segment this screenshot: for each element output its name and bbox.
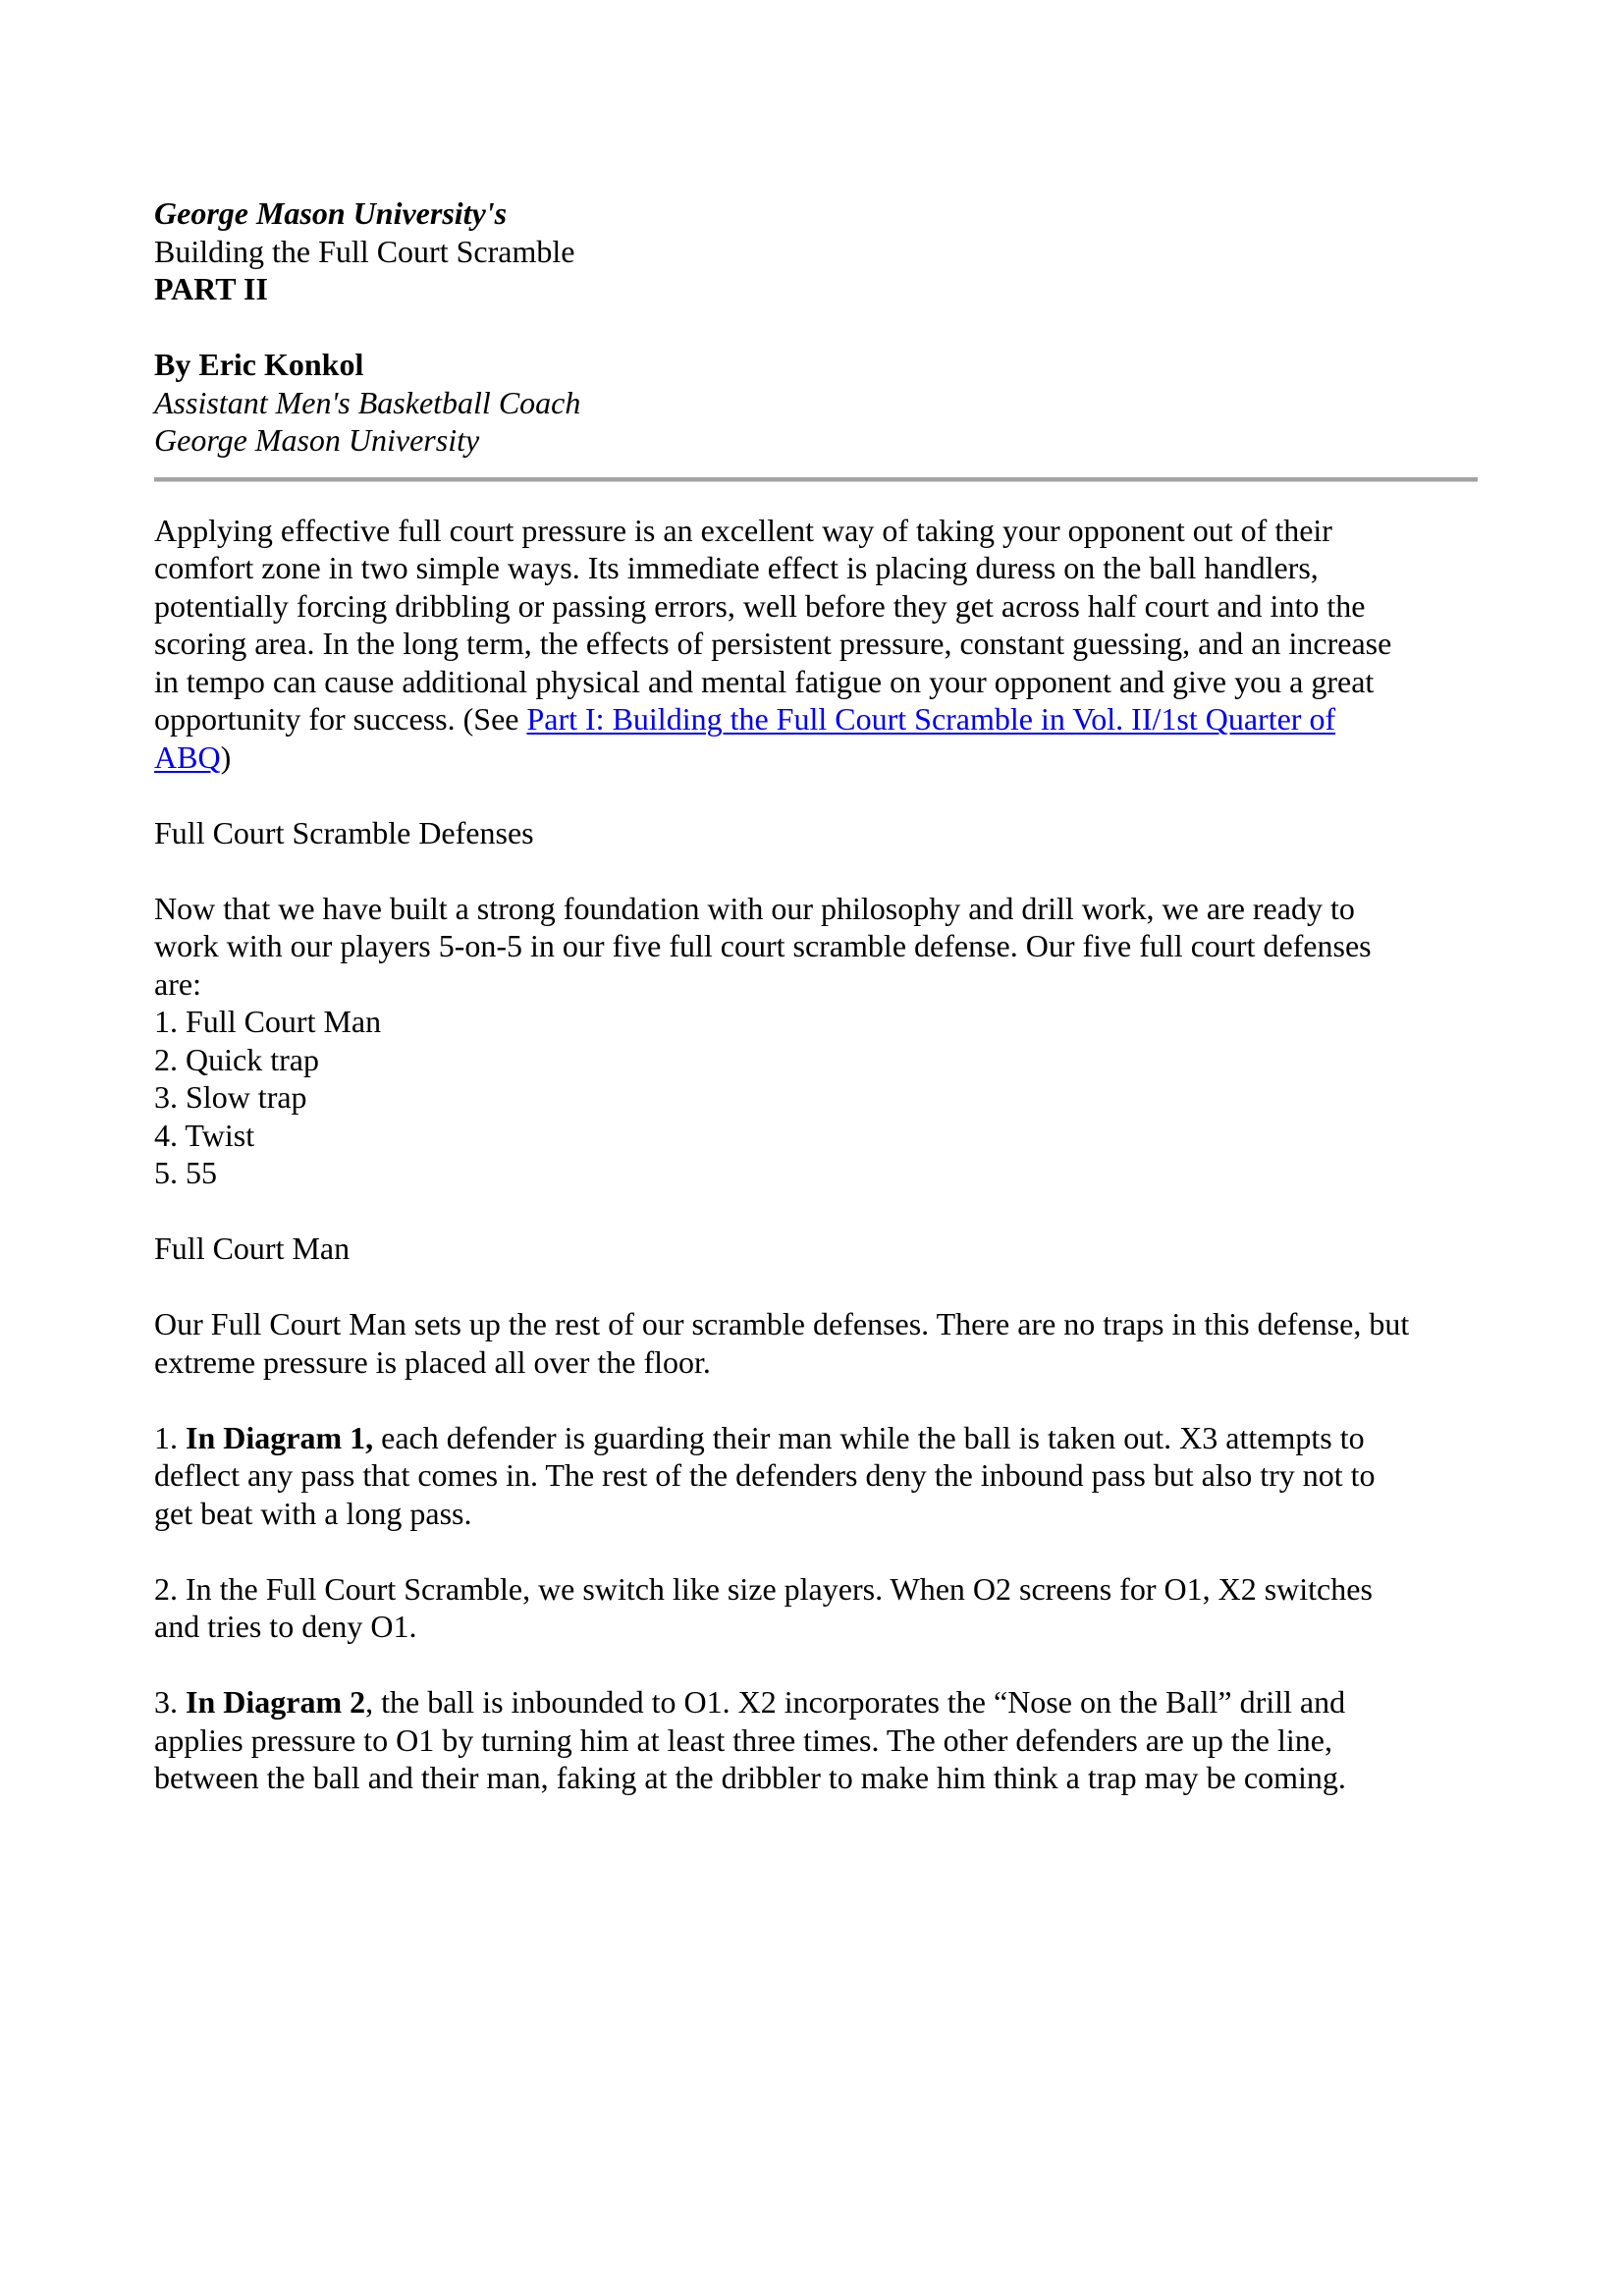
paragraph-line: and tries to deny O1.	[154, 1609, 417, 1644]
spacer	[154, 1532, 1480, 1570]
spacer	[154, 776, 1480, 814]
paragraph-line	[154, 1419, 1480, 1457]
article-title: Building the Full Court Scramble	[154, 233, 575, 269]
paragraph-line: deflect any pass that comes in. The rest of the defenders deny the inbound pass but also try not to	[154, 1457, 1376, 1493]
point-number: 3.	[154, 1684, 186, 1720]
paragraph-line: Our Full Court Man sets up the rest of our scramble defenses. There are no traps in this defense, but	[154, 1306, 1410, 1341]
part-one-link[interactable]: Part I: Building the Full Court Scramble in Vol. II/1st Quarter of	[526, 701, 1336, 737]
full-court-man-section	[154, 1230, 1480, 1797]
point-text: each defender is guarding their man while the ball is taken out. X3 attempts to	[373, 1419, 1365, 1455]
intro-paragraph	[154, 512, 1480, 777]
diagram-reference: In Diagram 1,	[186, 1419, 374, 1455]
author-title: Assistant Men's Basketball Coach	[154, 384, 581, 420]
point-2	[154, 1570, 1480, 1646]
spacer	[154, 1646, 1480, 1684]
diagram-reference: In Diagram 2	[186, 1684, 366, 1720]
point-3	[154, 1683, 1480, 1797]
section-heading: Full Court Scramble Defenses	[154, 814, 534, 850]
spacer	[154, 851, 1480, 890]
paragraph-line: Now that we have built a strong foundation with our philosophy and drill work, we are ready to	[154, 890, 1355, 926]
article-part: PART II	[154, 271, 268, 306]
school-name: George Mason University's	[154, 195, 508, 231]
article-header	[154, 194, 1480, 460]
paragraph-line: get beat with a long pass.	[154, 1495, 472, 1531]
section-heading: Full Court Man	[154, 1230, 351, 1266]
intro-line-with-link	[154, 700, 1480, 738]
paragraph-line: applies pressure to O1 by turning him at least three times. The other defenders are up the line,	[154, 1722, 1332, 1758]
spacer	[154, 1381, 1480, 1419]
spacer	[154, 1268, 1480, 1306]
intro-line: scoring area. In the long term, the effects of persistent pressure, constant guessing, and an increase	[154, 626, 1392, 661]
list-item: 2. Quick trap	[154, 1041, 319, 1077]
spacer	[154, 308, 1480, 347]
paragraph-line: 2. In the Full Court Scramble, we switch like size players. When O2 screens for O1, X2 switches	[154, 1570, 1373, 1607]
intro-text: opportunity for success. (See	[154, 701, 527, 737]
list-item: 4. Twist	[154, 1117, 255, 1153]
paragraph-line: work with our players 5-on-5 in our five full court scramble defense. Our five full court defenses	[154, 928, 1372, 963]
spacer	[154, 1192, 1480, 1230]
byline: By Eric Konkol	[154, 347, 364, 382]
list-item: 3. Slow trap	[154, 1079, 307, 1115]
intro-line: in tempo can cause additional physical and mental fatigue on your opponent and give you a great	[154, 663, 1375, 699]
intro-line-with-link	[154, 738, 1480, 777]
defenses-list	[154, 1003, 1480, 1192]
list-item: 5. 55	[154, 1155, 217, 1190]
point-number: 1.	[154, 1419, 186, 1455]
paragraph-line: are:	[154, 965, 201, 1002]
horizontal-rule	[154, 477, 1478, 482]
point-1	[154, 1419, 1480, 1533]
list-item: 1. Full Court Man	[154, 1004, 382, 1039]
paragraph-line	[154, 1683, 1480, 1722]
paragraph-line: between the ball and their man, faking at the dribbler to make him think a trap may be coming.	[154, 1760, 1346, 1795]
intro-line: comfort zone in two simple ways. Its immediate effect is placing duress on the ball handlers,	[154, 550, 1319, 585]
intro-line: Applying effective full court pressure is an excellent way of taking your opponent out of their	[154, 512, 1332, 548]
part-one-link-continued[interactable]: ABQ	[154, 738, 221, 775]
article	[154, 194, 1480, 1797]
paragraph-line: extreme pressure is placed all over the floor.	[154, 1343, 711, 1380]
intro-line: potentially forcing dribbling or passing errors, well before they get across half court and into the	[154, 587, 1366, 624]
point-text: , the ball is inbounded to O1. X2 incorporates the “Nose on the Ball” drill and	[365, 1684, 1346, 1720]
defenses-section	[154, 814, 1480, 1192]
intro-text: )	[220, 738, 232, 775]
author-affiliation: George Mason University	[154, 422, 480, 458]
